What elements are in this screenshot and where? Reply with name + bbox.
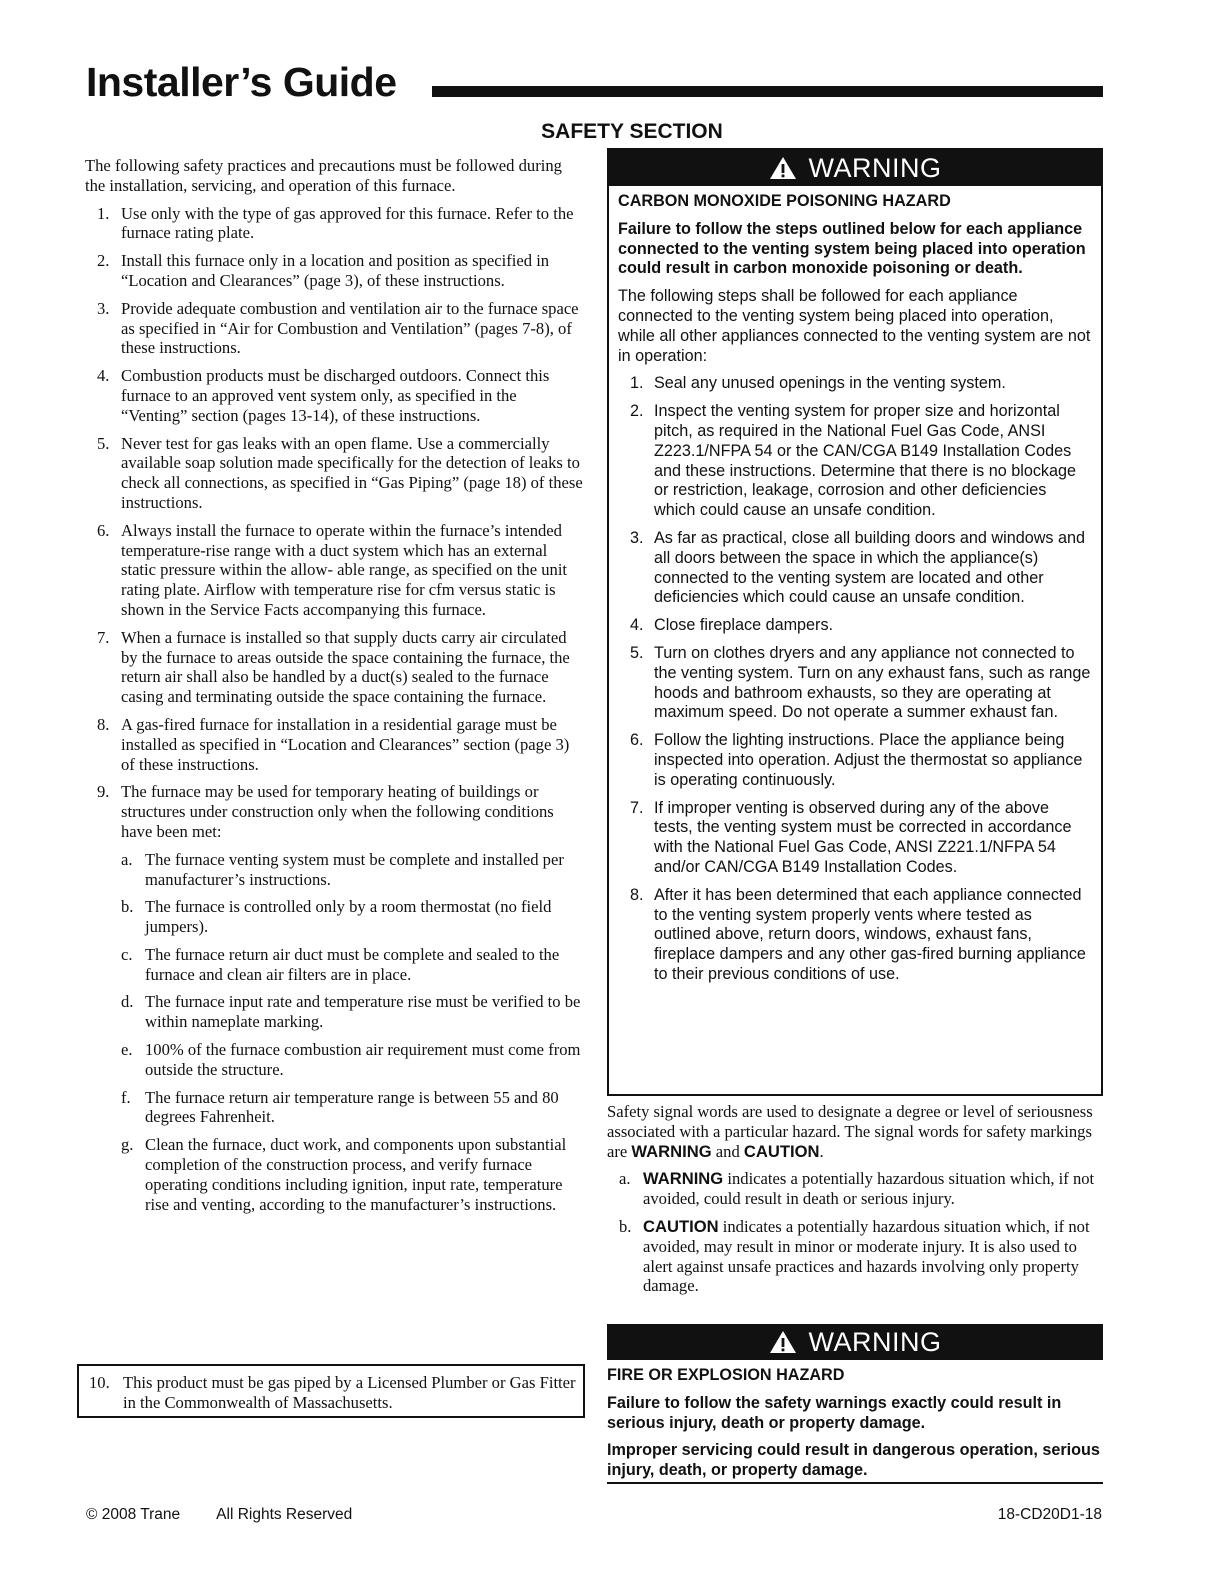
item-text: indicates a potentially hazardous situation which, if not avoided, may result in minor or moderate injury. It is also used to alert against unsafe practices and hazards involving only property damage. bbox=[643, 1216, 1090, 1296]
item-text: The furnace venting system must be complete and installed per manufacturer’s instructions. bbox=[145, 849, 564, 889]
list-item bbox=[85, 299, 585, 358]
item-letter: d. bbox=[121, 992, 134, 1012]
hazard-statement: Failure to follow the safety warnings exactly could result in serious injury, death or property damage. bbox=[607, 1393, 1062, 1432]
keyword-caution: CAUTION bbox=[643, 1216, 719, 1236]
item-text: The furnace input rate and temperature rise must be verified to be within nameplate marking. bbox=[145, 992, 581, 1032]
list-item bbox=[618, 529, 1092, 608]
list-item bbox=[85, 715, 585, 774]
rights-reserved: All Rights Reserved bbox=[216, 1506, 353, 1523]
list-item bbox=[85, 366, 585, 425]
hazard-statement: Failure to follow the steps outlined below for each appliance connected to the venting system being placed into operation could result in carbon monoxide poisoning or death. bbox=[618, 219, 1086, 278]
warning-banner bbox=[607, 1324, 1103, 1360]
list-item bbox=[607, 1169, 1101, 1209]
list-item bbox=[618, 731, 1092, 790]
item-number: 8. bbox=[97, 714, 110, 734]
item-letter: a. bbox=[121, 849, 133, 869]
list-item bbox=[618, 616, 1092, 636]
signal-and: and bbox=[715, 1141, 740, 1161]
item-letter: c. bbox=[121, 944, 133, 964]
conditions-list bbox=[121, 850, 585, 1215]
keyword-warning: WARNING bbox=[643, 1169, 724, 1189]
item-number: 7. bbox=[97, 627, 110, 647]
item-number: 5. bbox=[630, 643, 644, 662]
item-text: The furnace is controlled only by a room thermostat (no field jumpers). bbox=[145, 897, 552, 937]
list-item bbox=[85, 782, 585, 1214]
item-text: The furnace may be used for temporary heating of buildings or structures under construction only when the following conditions have been met: bbox=[121, 782, 554, 841]
item-number: 4. bbox=[97, 366, 110, 386]
item-letter: g. bbox=[121, 1135, 134, 1155]
item-text: indicates a potentially hazardous situation which, if not avoided, could result in death or serious injury. bbox=[643, 1169, 1095, 1209]
warning-triangle-icon bbox=[769, 1330, 797, 1354]
item-number: 10. bbox=[89, 1373, 110, 1392]
list-item bbox=[121, 850, 585, 890]
list-item bbox=[618, 644, 1092, 723]
signal-intro-text: Safety signal words are used to designate a degree or level of seriousness associated with a particular hazard. The signal words for safety markings are bbox=[607, 1102, 1093, 1161]
section-title: SAFETY SECTION bbox=[541, 120, 723, 143]
list-item bbox=[85, 434, 585, 513]
list-item bbox=[85, 204, 585, 244]
list-item bbox=[121, 992, 585, 1032]
copyright: © 2008 Trane bbox=[86, 1506, 181, 1523]
item-number: 2. bbox=[630, 402, 644, 421]
item-text: Close fireplace dampers. bbox=[654, 616, 834, 635]
item-text: 100% of the furnace combustion air requirement must come from outside the structure. bbox=[145, 1040, 581, 1079]
warning-triangle-icon bbox=[769, 156, 797, 180]
item-text: Always install the furnace to operate within the furnace’s intended temperature-rise range with a duct system which has an external static pressure within the allow- able range, as specified on the unit rating plate. Airflow with temperature rise for cfm versus static is shown in the Service Facts accompanying this furnace. bbox=[121, 520, 568, 619]
item-letter: b. bbox=[619, 1216, 632, 1236]
item-number: 6. bbox=[630, 731, 644, 750]
signal-intro bbox=[607, 1102, 1101, 1161]
item-text: Inspect the venting system for proper size and horizontal pitch, as required in the National Fuel Gas Code, ANSI Z223.1/NFPA 54 or the CAN/CGA B149 Installation Codes and these instructions. Determine that there is no blockage or restriction, leakage, corrosion and other deficiencies which could cause an unsafe condition. bbox=[654, 402, 1077, 520]
item-number: 7. bbox=[630, 798, 644, 817]
item-text: Install this furnace only in a location and position as specified in “Location and Clearances” (page 3), of these instructions. bbox=[121, 251, 550, 290]
warning-label: WARNING bbox=[808, 152, 942, 183]
keyword-caution: CAUTION bbox=[743, 1141, 820, 1161]
item-number: 3. bbox=[630, 528, 644, 547]
venting-steps-list bbox=[618, 374, 1092, 984]
item-text: As far as practical, close all building doors and windows and all doors between the space in which the appliance(s) connected to the venting system are located and other deficiencies which could cause an unsafe condition. bbox=[654, 528, 1086, 607]
steps-intro: The following steps shall be followed for each appliance connected to the venting system being placed into operation, while all other appliances connected to the venting system are not in operation: bbox=[618, 287, 1091, 365]
item-number: 2. bbox=[97, 251, 110, 271]
header-rule bbox=[432, 86, 1103, 97]
item-number: 6. bbox=[97, 520, 110, 540]
list-item bbox=[618, 374, 1092, 394]
signal-period: . bbox=[819, 1141, 824, 1161]
fire-warning-box bbox=[607, 1324, 1103, 1484]
item-number: 9. bbox=[97, 782, 110, 802]
safety-practices-column bbox=[85, 156, 585, 1222]
warning-label: WARNING bbox=[808, 1326, 942, 1357]
hazard-title: FIRE OR EXPLOSION HAZARD bbox=[607, 1366, 845, 1384]
keyword-warning: WARNING bbox=[631, 1141, 712, 1161]
item-letter: a. bbox=[619, 1169, 631, 1189]
footer-left bbox=[86, 1506, 352, 1524]
item-number: 3. bbox=[97, 298, 110, 318]
item-text: Provide adequate combustion and ventilation air to the furnace space as specified in “Air for Combustion and Ventilation” (pages 7-8), of these instructions. bbox=[121, 298, 579, 358]
co-warning-box bbox=[607, 148, 1103, 1096]
hazard-title: CARBON MONOXIDE POISONING HAZARD bbox=[618, 192, 951, 210]
item-letter: f. bbox=[121, 1087, 131, 1107]
list-item bbox=[618, 886, 1092, 985]
intro-paragraph: The following safety practices and precautions must be followed during the installation, servicing, and operation of this furnace. bbox=[85, 156, 562, 195]
item-text: Turn on clothes dryers and any appliance not connected to the venting system. Turn on any exhaust fans, such as range hoods and bathroom exhausts, so they are operating at maximum speed. Do not operate a summer exhaust fan. bbox=[654, 643, 1091, 722]
item-number: 1. bbox=[97, 203, 110, 223]
list-item bbox=[121, 897, 585, 937]
item-text: The furnace return air duct must be complete and sealed to the furnace and clean air filters are in place. bbox=[145, 944, 560, 984]
list-item bbox=[121, 1135, 585, 1214]
list-item bbox=[85, 251, 585, 291]
item-text: Combustion products must be discharged outdoors. Connect this furnace to an approved vent system only, as specified in the “Venting” section (pages 13-14), of these instructions. bbox=[121, 366, 550, 425]
item-letter: b. bbox=[121, 897, 134, 917]
item-text: This product must be gas piped by a Licensed Plumber or Gas Fitter in the Commonwealth of Massachusetts. bbox=[123, 1373, 576, 1412]
item-text: Clean the furnace, duct work, and components upon substantial completion of the construction process, and verify furnace operating conditions including ignition, input rate, temperature rise and venting, according to the manufacturer’s instructions. bbox=[145, 1135, 567, 1214]
list-item bbox=[121, 1088, 585, 1128]
item-number: 4. bbox=[630, 616, 644, 635]
item-text: Use only with the type of gas approved for this furnace. Refer to the furnace rating plate. bbox=[121, 203, 574, 243]
signal-definitions-list bbox=[607, 1169, 1101, 1296]
item-text: A gas-fired furnace for installation in a residential garage must be installed as specified in “Location and Clearances” section (page 3) of these instructions. bbox=[121, 714, 570, 774]
item-text: Never test for gas leaks with an open flame. Use a commercially available soap solution made specifically for the detection of leaks to check all connections, as specified in “Gas Piping” (page 18) of these instructions. bbox=[121, 433, 583, 512]
document-number: 18-CD20D1-18 bbox=[997, 1506, 1102, 1523]
item-text: After it has been determined that each appliance connected to the venting system properly vents where tested as outlined above, return doors, windows, exhaust fans, fireplace dampers and any other gas-fired burning appliance to their previous conditions of use. bbox=[654, 885, 1086, 983]
list-item bbox=[618, 799, 1092, 878]
list-item bbox=[618, 402, 1092, 521]
safety-list bbox=[85, 204, 585, 1215]
item-number: 8. bbox=[630, 885, 644, 904]
item-number: 1. bbox=[630, 374, 644, 393]
list-item bbox=[85, 521, 585, 620]
item-text: When a furnace is installed so that supply ducts carry air circulated by the furnace to areas outside the space containing the furnace, the return air shall also be handled by a duct(s) sealed to the furnace casing and terminating outside the space containing the furnace. bbox=[121, 627, 570, 707]
item-text: Seal any unused openings in the venting system. bbox=[654, 374, 1006, 393]
list-item bbox=[607, 1217, 1101, 1296]
item-text: If improper venting is observed during any of the above tests, the venting system must be corrected in accordance with the National Fuel Gas Code, ANSI Z221.1/NFPA 54 and/or CAN/CGA B149 Installation Codes. bbox=[654, 798, 1072, 876]
list-item bbox=[85, 628, 585, 707]
warning-banner bbox=[609, 150, 1101, 186]
signal-words-section bbox=[607, 1102, 1101, 1304]
item-text: The furnace return air temperature range is between 55 and 80 degrees Fahrenheit. bbox=[145, 1087, 559, 1127]
massachusetts-note-box bbox=[77, 1364, 585, 1418]
item-number: 5. bbox=[97, 433, 110, 453]
page-title: Installer’s Guide bbox=[86, 59, 397, 105]
list-item bbox=[121, 945, 585, 985]
list-item bbox=[121, 1040, 585, 1080]
item-letter: e. bbox=[121, 1040, 133, 1060]
item-text: Follow the lighting instructions. Place the appliance being inspected into operation. Adjust the thermostat so appliance is operating continuously. bbox=[654, 731, 1083, 789]
hazard-statement: Improper servicing could result in dangerous operation, serious injury, death, or property damage. bbox=[607, 1441, 1100, 1480]
